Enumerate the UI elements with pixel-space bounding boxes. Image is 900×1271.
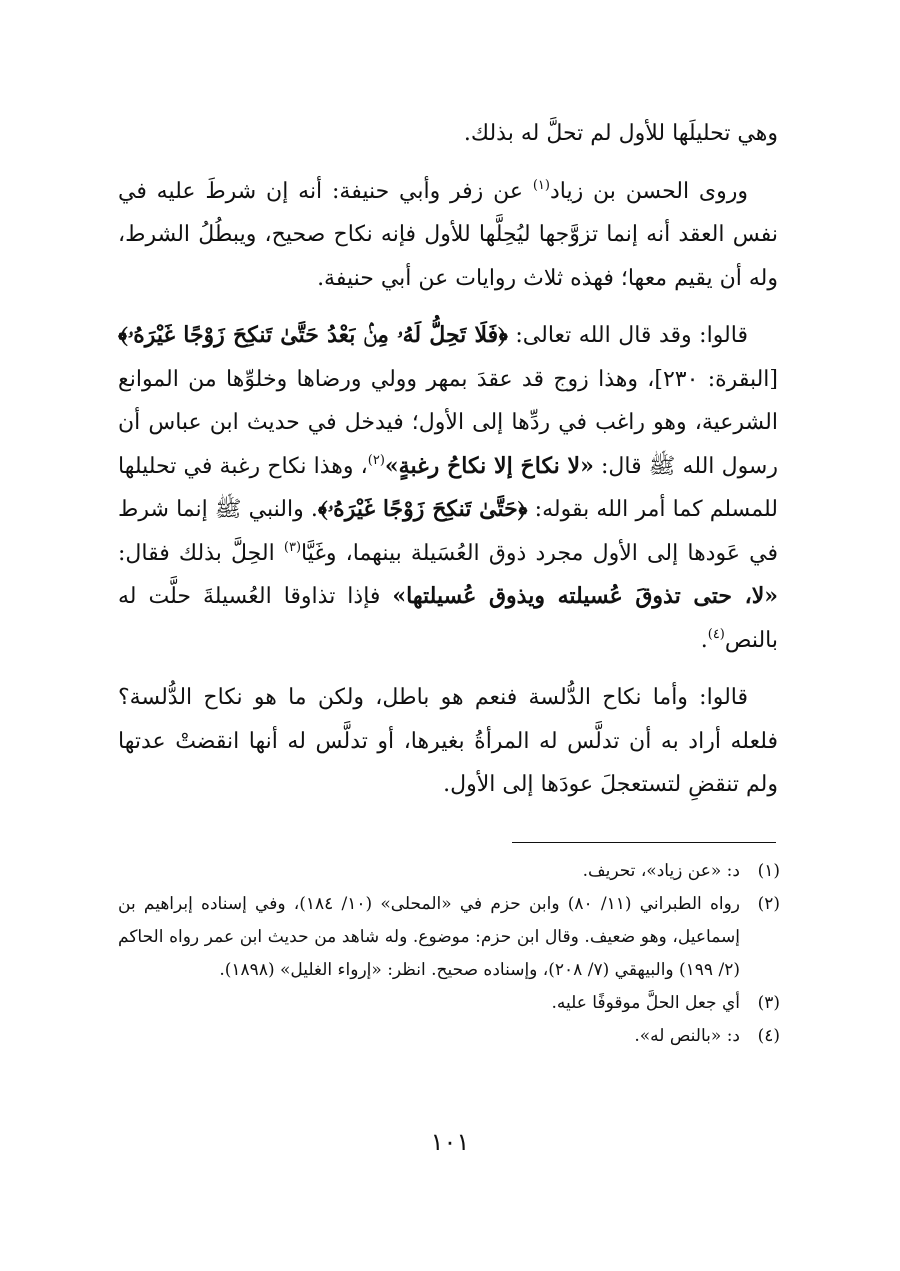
footnote-text: رواه الطبراني (١١/ ٨٠) وابن حزم في «المحلى» (١٠/ ١٨٤)، وفي إسناده إبراهيم بن إسماعيل، وهو ضعيف. وقال ابن حزم: موضوع. وله شاهد من حديث ابن عمر رواه الحاكم (٢/ ١٩٩) والبيهقي (٧/ ٢٠٨)، وإسناده صحيح. انظر: «إرواء الغليل» (١٨٩٨). (118, 894, 740, 980)
footnote-number: (٤) (757, 1026, 780, 1046)
paragraph-3-text-c: ، وهذا نكاح رغبة في تحليلها للمسلم كما أمر الله بقوله: (118, 453, 778, 522)
footnote-3 (118, 987, 780, 1020)
paragraph-3-text-g: . (700, 627, 708, 653)
footnote-ref-1[interactable]: (١) (532, 177, 550, 193)
paragraph-2-text-a: وروى الحسن بن زياد (549, 178, 748, 204)
footnote-ref-4[interactable]: (٤) (707, 626, 725, 642)
paragraph-1-text: وهي تحليلَها للأول لم تحلَّ له بذلك. (463, 121, 778, 146)
paragraph-3-text-d: . والنبي ﷺ إنما شرط في عَودها إلى الأول مجرد ذوق العُسَيلة بينهما، وغَيَّا (118, 497, 778, 566)
footnote-text: د: «عن زياد»، تحريف. (582, 861, 740, 881)
paragraph-4-text: قالوا: وأما نكاح الدُّلسة فنعم هو باطل، ولكن ما هو نكاح الدُّلسة؟ فلعله أراد به أن تدلَّس له المرأةُ بغيرها، أو تدلَّس له أنها انقضتْ عدتها ولم تنقضِ لتستعجلَ عودَها إلى الأول. (118, 685, 778, 797)
footnote-ref-3[interactable]: (٣) (283, 539, 302, 555)
page-number: ١٠١ (430, 1128, 470, 1156)
paragraph-2 (118, 170, 778, 301)
main-text (118, 112, 778, 821)
footnote-text: د: «بالنص له». (634, 1026, 740, 1046)
paragraph-3-text-b: [البقرة: ٢٣٠]، وهذا زوج قد عقدَ بمهر وولي ورضاها وخلوِّها من الموانع الشرعية، وهو راغب في ردِّها إلى الأول؛ فيدخل في حديث ابن عباس أن رسول الله ﷺ قال: (118, 366, 778, 479)
footnote-number: (١) (757, 861, 780, 881)
footnote-2 (118, 888, 780, 987)
paragraph-3 (118, 314, 778, 662)
hadith-quote: «لا نكاحَ إلا نكاحُ رغبةٍ» (384, 452, 594, 479)
footnotes (118, 855, 780, 1053)
footnote-number: (٣) (757, 993, 780, 1013)
paragraph-4 (118, 676, 778, 807)
footnote-1 (118, 855, 780, 888)
footnote-ref-2[interactable]: (٢) (367, 452, 385, 468)
paragraph-3-text-f: فإذا تذاوقا العُسيلةَ حلَّت له بالنص (118, 584, 778, 653)
quran-verse: ﴿فَلَا تَحِلُّ لَهُۥ مِنۢ بَعْدُ حَتَّىٰ تَنكِحَ زَوْجًا غَيْرَهُۥ﴾ (118, 322, 508, 348)
paragraph-1 (118, 112, 778, 156)
paragraph-2-text-b: عن زفر وأبي حنيفة: أنه إن شرطَ عليه في نفس العقد أنه إنما تزوَّجها ليُحِلَّها للأول فإنه نكاح صحيح، ويبطُلُ الشرط، وله أن يقيم معها؛ فهذه ثلاث روايات عن أبي حنيفة. (118, 178, 778, 291)
quran-verse-2: ﴿حَتَّىٰ تَنكِحَ زَوْجًا غَيْرَهُۥ﴾ (317, 496, 528, 522)
footnote-4 (118, 1020, 780, 1053)
hadith-quote-2: «لا، حتى تذوقَ عُسيلته ويذوق عُسيلتها» (392, 583, 778, 609)
footnote-number: (٢) (757, 894, 780, 914)
footnote-text: أي جعل الحلَّ موقوفًا عليه. (551, 993, 740, 1013)
paragraph-3-text-e: الحِلَّ بذلك فقال: (118, 540, 284, 566)
paragraph-3-text-a: قالوا: وقد قال الله تعالى: (507, 323, 748, 348)
footnote-separator (512, 842, 776, 843)
